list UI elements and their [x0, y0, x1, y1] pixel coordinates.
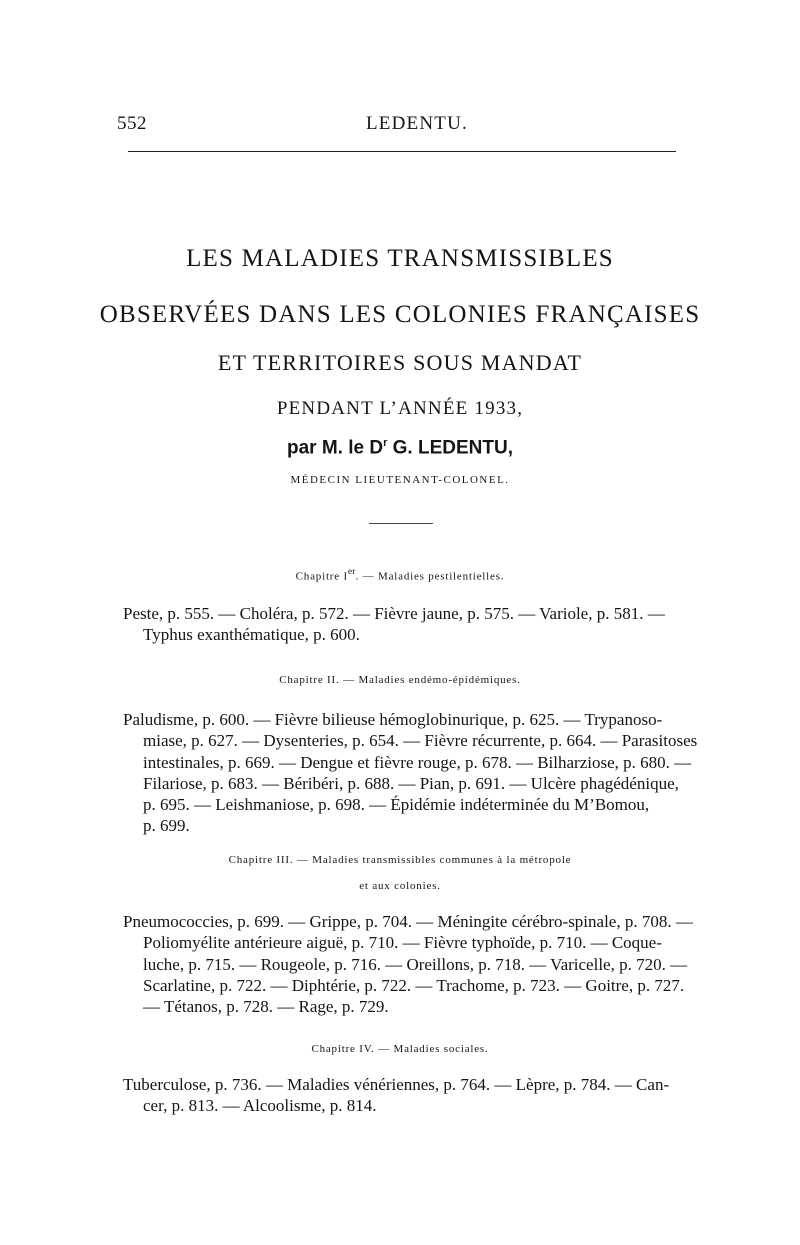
chapter-title-continued: et aux colonies.: [359, 880, 441, 892]
contents-line: — Tétanos, p. 728. — Rage, p. 729.: [143, 997, 389, 1017]
byline-name: G. LEDENTU,: [387, 437, 513, 459]
chapter-title: — Maladies endémo-épidémiques.: [339, 674, 521, 686]
chapter-label: Chapitre II.: [279, 674, 340, 686]
contents-line: Poliomyélite antérieure aiguë, p. 710. — Fièvre typhoïde, p. 710. — Coque-: [143, 933, 662, 953]
contents-line: Paludisme, p. 600. — Fièvre bilieuse hémoglobinurique, p. 625. — Trypanoso-: [123, 710, 663, 729]
page-number: 552: [117, 113, 147, 134]
contents-line: p. 699.: [143, 816, 190, 836]
contents-line: Typhus exanthématique, p. 600.: [143, 625, 360, 645]
chapter-title: . — Maladies pestilentielles.: [355, 570, 505, 583]
chapter-heading-4: [0, 1041, 800, 1057]
contents-line: Filariose, p. 683. — Béribéri, p. 688. — Pian, p. 691. — Ulcère phagédénique,: [143, 773, 679, 793]
chapter-label: Chapitre I: [295, 570, 348, 583]
section-divider: [369, 523, 433, 524]
chapter-label: Chapitre IV.: [311, 1043, 375, 1055]
contents-line: Peste, p. 555. — Choléra, p. 572. — Fièvre jaune, p. 575. — Variole, p. 581. —: [123, 604, 665, 623]
chapter-heading-1: [0, 566, 800, 585]
running-head: LEDENTU.: [366, 113, 468, 134]
byline-prefix: par M. le D: [287, 437, 384, 459]
title-line-2: OBSERVÉES DANS LES COLONIES FRANÇAISES: [99, 301, 701, 328]
title-line-4: PENDANT L’ANNÉE 1933,: [276, 398, 524, 419]
chapter-heading-2: [0, 672, 800, 688]
author-rank: MÉDECIN LIEUTENANT-COLONEL.: [290, 474, 510, 486]
contents-line: Scarlatine, p. 722. — Diphtérie, p. 722. — Trachome, p. 723. — Goitre, p. 727.: [143, 975, 685, 995]
contents-line: Pneumococcies, p. 699. — Grippe, p. 704. — Méningite cérébro-spinale, p. 708. —: [123, 912, 693, 931]
chapter-title: — Maladies sociales.: [374, 1043, 489, 1055]
title-line-3: ET TERRITOIRES SOUS MANDAT: [217, 350, 583, 375]
chapter-2-contents: [123, 709, 698, 837]
chapter-4-contents: [123, 1074, 677, 1117]
chapter-heading-3: [0, 852, 800, 868]
contents-line: cer, p. 813. — Alcoolisme, p. 814.: [143, 1096, 377, 1116]
contents-line: intestinales, p. 669. — Dengue et fièvre rouge, p. 678. — Bilharziose, p. 680. —: [143, 752, 692, 772]
chapter-1-contents: [123, 603, 677, 646]
title-line-1: LES MALADIES TRANSMISSIBLES: [186, 245, 614, 272]
chapter-label-sup: er: [347, 566, 356, 576]
chapter-label: Chapitre III.: [228, 854, 294, 866]
chapter-3-contents: [123, 911, 693, 1017]
chapter-heading-3-continued: [0, 878, 800, 894]
contents-line: p. 695. — Leishmaniose, p. 698. — Épidémie indéterminée du M’Bomou,: [143, 795, 650, 815]
byline-sup: r: [383, 437, 388, 449]
header-rule: [128, 151, 676, 152]
author-byline: [0, 437, 800, 459]
chapter-title: — Maladies transmissibles communes à la métropole: [293, 854, 572, 866]
contents-line: Tuberculose, p. 736. — Maladies vénériennes, p. 764. — Lèpre, p. 784. — Can-: [123, 1075, 670, 1094]
contents-line: miase, p. 627. — Dysenteries, p. 654. — Fièvre récurrente, p. 664. — Parasitoses: [143, 731, 698, 751]
contents-line: luche, p. 715. — Rougeole, p. 716. — Oreillons, p. 718. — Varicelle, p. 720. —: [143, 954, 688, 974]
